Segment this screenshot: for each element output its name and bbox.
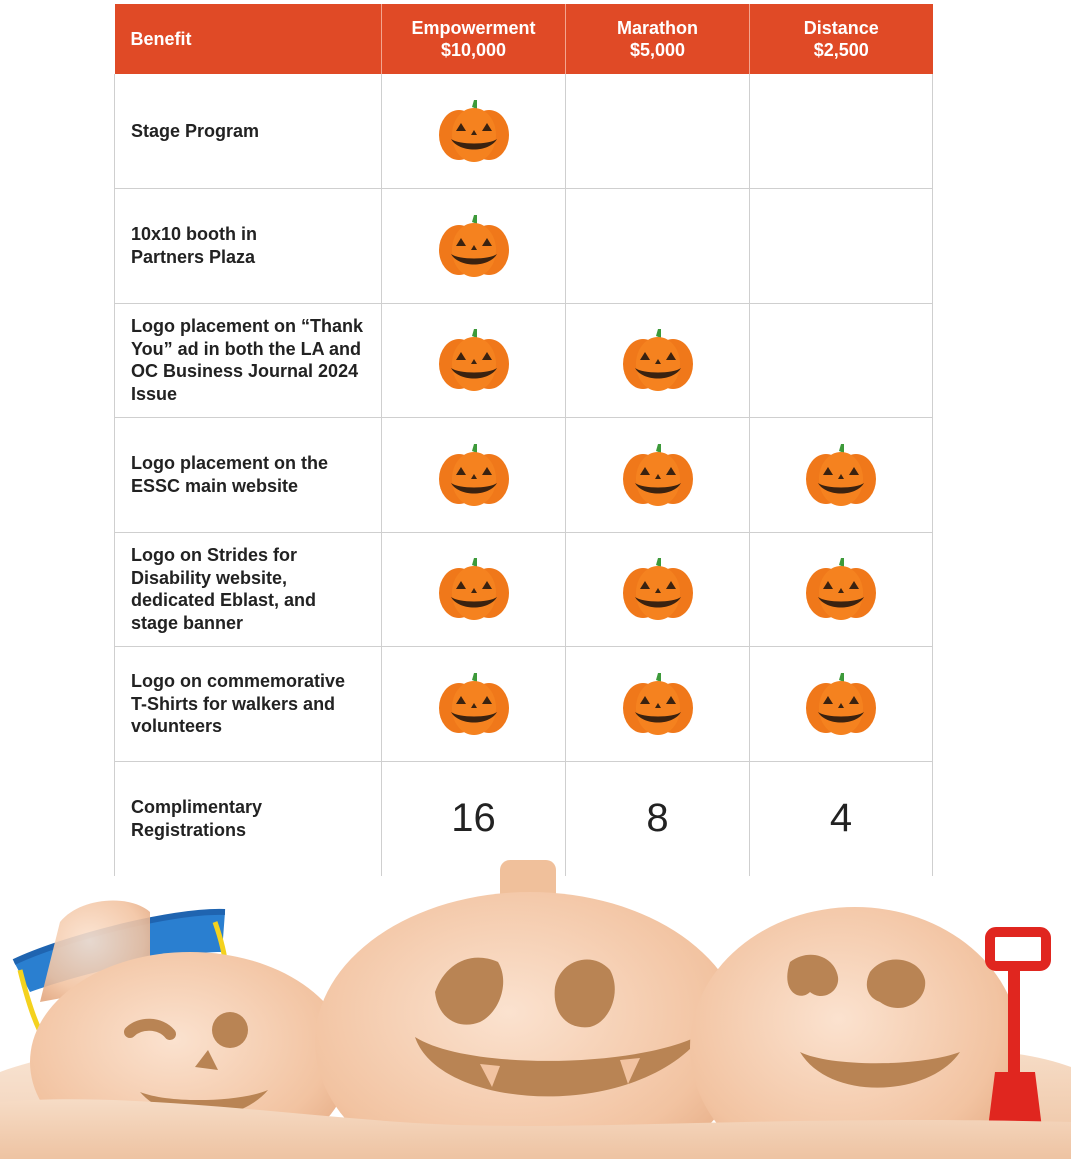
benefit-cell <box>566 532 750 647</box>
jack-o-lantern-icon <box>804 672 878 736</box>
benefit-label: Stage Program <box>115 74 382 189</box>
benefit-cell <box>750 303 933 418</box>
benefit-cell <box>750 189 933 304</box>
tier-name: Distance <box>803 18 879 38</box>
benefit-cell <box>750 532 933 647</box>
table-row <box>115 532 933 647</box>
benefit-column-header: Benefit <box>115 4 382 74</box>
jack-o-lantern-icon <box>804 443 878 507</box>
table-header-row <box>115 4 933 74</box>
registration-count: 4 <box>750 761 933 876</box>
benefit-label: Logo on Strides for Disability website, dedicated Eblast, and stage banner <box>115 532 382 647</box>
jack-o-lantern-icon <box>621 328 695 392</box>
benefit-cell <box>382 74 566 189</box>
tier-header-distance <box>750 4 933 74</box>
tier-name: Empowerment <box>411 18 536 38</box>
registration-count: 8 <box>566 761 750 876</box>
table-row <box>115 418 933 533</box>
benefit-label: Logo placement on the ESSC main website <box>115 418 382 533</box>
benefit-label: 10x10 booth in Partners Plaza <box>115 189 382 304</box>
tier-price: $2,500 <box>813 40 869 60</box>
registration-count: 16 <box>382 761 566 876</box>
table-row <box>115 303 933 418</box>
jack-o-lantern-icon <box>437 557 511 621</box>
jack-o-lantern-icon <box>621 557 695 621</box>
benefit-cell <box>750 74 933 189</box>
benefit-cell <box>566 74 750 189</box>
jack-o-lantern-icon <box>437 443 511 507</box>
benefit-label: Logo on commemorative T-Shirts for walkers and volunteers <box>115 647 382 762</box>
carved-pumpkin-icon <box>315 860 745 1159</box>
jack-o-lantern-icon <box>804 557 878 621</box>
benefit-cell <box>382 418 566 533</box>
benefit-cell <box>382 647 566 762</box>
halloween-pumpkins-illustration <box>0 852 1071 1159</box>
jack-o-lantern-icon <box>437 672 511 736</box>
table-row <box>115 74 933 189</box>
benefit-label: Complimentary Registrations <box>115 761 382 876</box>
benefit-cell <box>566 418 750 533</box>
table-body <box>115 74 933 876</box>
benefit-cell <box>382 189 566 304</box>
benefit-cell <box>566 189 750 304</box>
jack-o-lantern-icon <box>437 99 511 163</box>
jack-o-lantern-icon <box>437 214 511 278</box>
benefit-cell <box>750 647 933 762</box>
benefit-cell <box>382 532 566 647</box>
table-row <box>115 647 933 762</box>
benefit-cell <box>566 647 750 762</box>
benefit-cell <box>382 303 566 418</box>
tier-price: $10,000 <box>440 40 507 60</box>
benefit-cell <box>566 303 750 418</box>
tier-header-empowerment <box>382 4 566 74</box>
tier-price: $5,000 <box>629 40 686 60</box>
benefit-cell <box>750 418 933 533</box>
jack-o-lantern-icon <box>621 443 695 507</box>
jack-o-lantern-icon <box>621 672 695 736</box>
tier-name: Marathon <box>617 18 698 38</box>
table-row <box>115 189 933 304</box>
jack-o-lantern-icon <box>437 328 511 392</box>
tier-header-marathon <box>566 4 750 74</box>
sponsorship-benefits-table <box>114 4 933 876</box>
benefit-label: Logo placement on “Thank You” ad in both the LA and OC Business Journal 2024 Issue <box>115 303 382 418</box>
